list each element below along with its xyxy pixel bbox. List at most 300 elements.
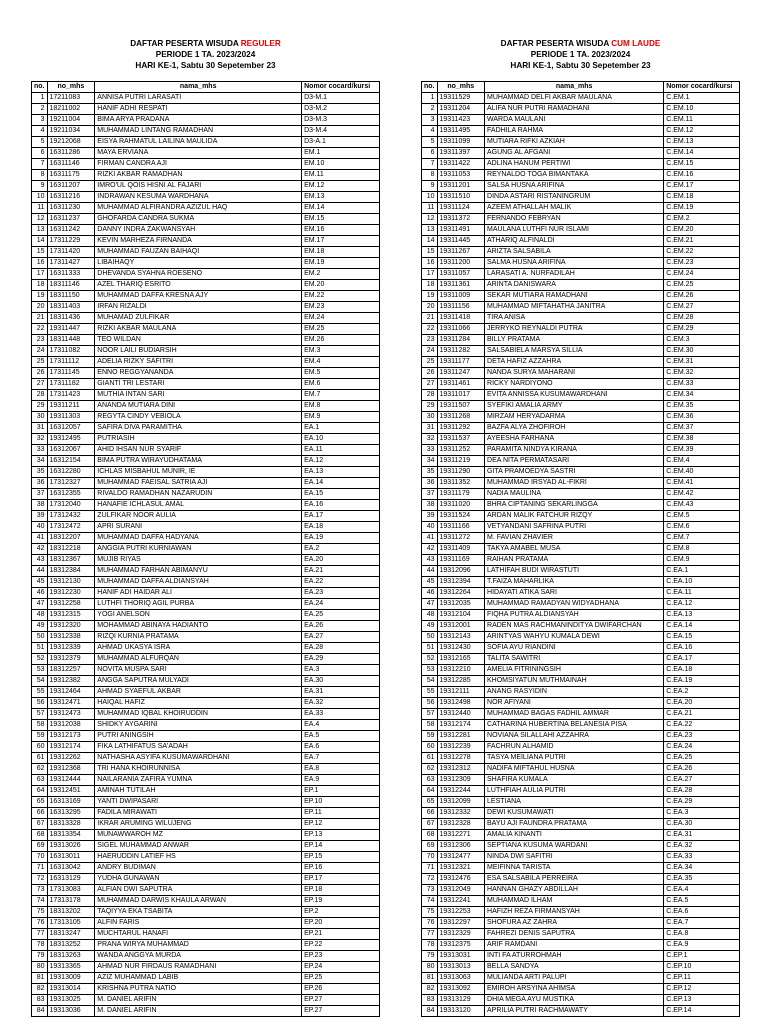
cell-nama-mhs: AYEESHA FARHANA bbox=[485, 434, 664, 445]
cell-no-mhs: 19312495 bbox=[47, 434, 95, 445]
table-row bbox=[32, 225, 380, 236]
cell-cocard: C.EA.7 bbox=[664, 918, 740, 929]
cell-no-mhs: 19311009 bbox=[437, 291, 485, 302]
table-row bbox=[422, 302, 740, 313]
cell-nama-mhs: MUHAMMAD ALFURQAN bbox=[95, 654, 302, 665]
cell-no: 5 bbox=[422, 137, 438, 148]
cell-no: 55 bbox=[422, 687, 438, 698]
cell-no: 35 bbox=[422, 467, 438, 478]
cell-cocard: C.EM.24 bbox=[664, 269, 740, 280]
cell-cocard: EM.18 bbox=[302, 247, 380, 258]
table-row bbox=[422, 115, 740, 126]
cell-no: 75 bbox=[422, 907, 438, 918]
cell-no: 42 bbox=[32, 544, 48, 555]
table-row bbox=[32, 379, 380, 390]
cell-no-mhs: 16311146 bbox=[47, 159, 95, 170]
cell-nama-mhs: AHID IHSAN NUR SYARIF bbox=[95, 445, 302, 456]
table-row bbox=[32, 280, 380, 291]
cell-cocard: EP.16 bbox=[302, 863, 380, 874]
cell-no: 16 bbox=[422, 258, 438, 269]
table-row bbox=[32, 181, 380, 192]
cell-no: 72 bbox=[32, 874, 48, 885]
table-row bbox=[32, 588, 380, 599]
cell-cocard: EA.25 bbox=[302, 610, 380, 621]
cell-no-mhs: 18313354 bbox=[47, 830, 95, 841]
header-no-mhs: no_mhs bbox=[437, 82, 485, 93]
cell-no-mhs: 19311537 bbox=[437, 434, 485, 445]
cell-no: 13 bbox=[32, 225, 48, 236]
table-row bbox=[32, 874, 380, 885]
table-row bbox=[32, 203, 380, 214]
cell-no-mhs: 19312329 bbox=[437, 929, 485, 940]
table-row bbox=[422, 874, 740, 885]
cell-cocard: C.EM.6 bbox=[664, 522, 740, 533]
cell-cocard: C.EA.32 bbox=[664, 841, 740, 852]
cell-no-mhs: 19311057 bbox=[437, 269, 485, 280]
cell-no: 17 bbox=[422, 269, 438, 280]
cell-no: 8 bbox=[32, 170, 48, 181]
cell-no: 46 bbox=[32, 588, 48, 599]
table-row bbox=[422, 159, 740, 170]
cell-no-mhs: 18312384 bbox=[47, 566, 95, 577]
cell-no: 1 bbox=[422, 93, 438, 104]
cell-nama-mhs: ADLINA HANUM PERTIWI bbox=[485, 159, 664, 170]
cell-no-mhs: 19211034 bbox=[47, 126, 95, 137]
cell-cocard: C.EA.23 bbox=[664, 731, 740, 742]
cell-no-mhs: 19311066 bbox=[437, 324, 485, 335]
table-row bbox=[422, 907, 740, 918]
cell-cocard: EP.10 bbox=[302, 797, 380, 808]
cell-no: 46 bbox=[422, 588, 438, 599]
cell-cocard: C.EA.29 bbox=[664, 797, 740, 808]
cell-no: 44 bbox=[422, 566, 438, 577]
cell-cocard: EP.1 bbox=[302, 786, 380, 797]
cell-no-mhs: 18312218 bbox=[47, 544, 95, 555]
cell-nama-mhs: LESTIANA bbox=[485, 797, 664, 808]
cell-nama-mhs: MUHAMMAD IRSYAD AL-FIKRI bbox=[485, 478, 664, 489]
cell-no: 48 bbox=[422, 610, 438, 621]
cell-cocard: C.EP.10 bbox=[664, 962, 740, 973]
table-row bbox=[32, 555, 380, 566]
cell-nama-mhs: HAERUDDIN LATIEF HS bbox=[95, 852, 302, 863]
cell-nama-mhs: DHIA MEGA AYU MUSTIKA bbox=[485, 995, 664, 1006]
table-row bbox=[422, 687, 740, 698]
table-row bbox=[422, 753, 740, 764]
cell-cocard: EA.6 bbox=[302, 742, 380, 753]
cell-nama-mhs: GHOFARDA CANDRA SUKMA bbox=[95, 214, 302, 225]
cell-nama-mhs: MUJIB RIYAS bbox=[95, 555, 302, 566]
table-row bbox=[32, 566, 380, 577]
cell-nama-mhs: ENNO REGGYANANDA bbox=[95, 368, 302, 379]
cell-no: 62 bbox=[422, 764, 438, 775]
cell-no: 68 bbox=[422, 830, 438, 841]
cell-nama-mhs: INTI FA ATURROHMAH bbox=[485, 951, 664, 962]
table-row bbox=[422, 445, 740, 456]
table-row bbox=[32, 698, 380, 709]
cell-nama-mhs: ICHLAS MISBAHUL MUNIR, IE bbox=[95, 467, 302, 478]
cell-no-mhs: 19312382 bbox=[47, 676, 95, 687]
cell-no: 59 bbox=[32, 731, 48, 742]
cell-no: 69 bbox=[32, 841, 48, 852]
cell-cocard: C.EM.21 bbox=[664, 236, 740, 247]
cell-no: 63 bbox=[422, 775, 438, 786]
cell-no: 7 bbox=[422, 159, 438, 170]
cell-cocard: C.EA.21 bbox=[664, 709, 740, 720]
cell-nama-mhs: NINDA DWI SAFITRI bbox=[485, 852, 664, 863]
cell-nama-mhs: IRFAN RIZALDI bbox=[95, 302, 302, 313]
table-row bbox=[422, 280, 740, 291]
cell-nama-mhs: AGUNG AL AFGANI bbox=[485, 148, 664, 159]
cell-no-mhs: 19311272 bbox=[437, 533, 485, 544]
table-row bbox=[422, 192, 740, 203]
cell-nama-mhs: HANAFIE ICHLASUL AMAL bbox=[95, 500, 302, 511]
cell-cocard: EA.20 bbox=[302, 555, 380, 566]
cell-cocard: EA.22 bbox=[302, 577, 380, 588]
table-row bbox=[422, 214, 740, 225]
cell-cocard: EP.22 bbox=[302, 940, 380, 951]
cell-no: 75 bbox=[32, 907, 48, 918]
cell-nama-mhs: ALFIN FARIS bbox=[95, 918, 302, 929]
cell-no-mhs: 17311229 bbox=[47, 236, 95, 247]
cell-cocard: EM.8 bbox=[302, 401, 380, 412]
table-row bbox=[422, 709, 740, 720]
cell-cocard: EM.20 bbox=[302, 280, 380, 291]
cell-no: 82 bbox=[32, 984, 48, 995]
cell-no: 67 bbox=[422, 819, 438, 830]
cell-nama-mhs: NOR AFIYANI bbox=[485, 698, 664, 709]
cell-cocard: C.EM.38 bbox=[664, 434, 740, 445]
cell-no: 41 bbox=[32, 533, 48, 544]
cell-no: 37 bbox=[32, 489, 48, 500]
cell-nama-mhs: SIGEL MUHAMMAD ANWAR bbox=[95, 841, 302, 852]
table-row bbox=[32, 610, 380, 621]
cell-no: 31 bbox=[32, 423, 48, 434]
table-row bbox=[32, 434, 380, 445]
table-row bbox=[32, 511, 380, 522]
cell-no: 25 bbox=[422, 357, 438, 368]
table-header-row bbox=[422, 82, 740, 93]
cell-nama-mhs: TASYA MEILIANA PUTRI bbox=[485, 753, 664, 764]
table-row bbox=[32, 896, 380, 907]
cell-nama-mhs: MUTIARA RIFKI AZKIAH bbox=[485, 137, 664, 148]
cell-nama-mhs: ALFIAN DWI SAPUTRA bbox=[95, 885, 302, 896]
regular-table-body bbox=[32, 93, 380, 1017]
cell-nama-mhs: PRANA WIRYA MUHAMMAD bbox=[95, 940, 302, 951]
table-row bbox=[32, 863, 380, 874]
cell-no-mhs: 19311169 bbox=[437, 555, 485, 566]
cell-no-mhs: 19311268 bbox=[437, 412, 485, 423]
cell-no-mhs: 17311112 bbox=[47, 357, 95, 368]
cell-no-mhs: 19312241 bbox=[437, 896, 485, 907]
table-row bbox=[32, 709, 380, 720]
cell-nama-mhs: YANTI DWIPASARI bbox=[95, 797, 302, 808]
cell-no-mhs: 16311230 bbox=[47, 203, 95, 214]
cell-no-mhs: 18311403 bbox=[47, 302, 95, 313]
cell-nama-mhs: EISYA RAHMATUL LAILINA MAULIDA bbox=[95, 137, 302, 148]
cell-cocard: EA.7 bbox=[302, 753, 380, 764]
cell-nama-mhs: BIMA ARYA PRADANA bbox=[95, 115, 302, 126]
cell-no-mhs: 19311020 bbox=[437, 500, 485, 511]
cell-nama-mhs: NOVITA MUSPA SARI bbox=[95, 665, 302, 676]
cell-cocard: C.EM.17 bbox=[664, 181, 740, 192]
cell-cocard: EM.7 bbox=[302, 390, 380, 401]
cell-no: 74 bbox=[422, 896, 438, 907]
cell-no-mhs: 19311267 bbox=[437, 247, 485, 258]
cell-nama-mhs: HIDAYATI ATIKA SARI bbox=[485, 588, 664, 599]
table-row bbox=[422, 918, 740, 929]
cell-cocard: C.EM.18 bbox=[664, 192, 740, 203]
cell-cocard: C.EA.31 bbox=[664, 830, 740, 841]
cell-no: 49 bbox=[422, 621, 438, 632]
cell-nama-mhs: LIBAIHAQY bbox=[95, 258, 302, 269]
table-row bbox=[422, 148, 740, 159]
cell-cocard: EA.29 bbox=[302, 654, 380, 665]
cell-no: 78 bbox=[32, 940, 48, 951]
cell-no-mhs: 19312451 bbox=[47, 786, 95, 797]
cell-cocard: C.EA.24 bbox=[664, 742, 740, 753]
table-row bbox=[32, 93, 380, 104]
cell-no: 65 bbox=[422, 797, 438, 808]
cell-cocard: C.EM.30 bbox=[664, 346, 740, 357]
cell-no: 21 bbox=[32, 313, 48, 324]
cell-no-mhs: 19312253 bbox=[437, 907, 485, 918]
cell-cocard: C.EA.26 bbox=[664, 764, 740, 775]
cell-cocard: D3-M.2 bbox=[302, 104, 380, 115]
cell-nama-mhs: LUTHFI THORIQ AGIL PURBA bbox=[95, 599, 302, 610]
cell-nama-mhs: AHMAD NUR FIRDAUS RAMADHANI bbox=[95, 962, 302, 973]
cell-no-mhs: 19311529 bbox=[437, 93, 485, 104]
cell-nama-mhs: T.FAIZA MAHARLIKA bbox=[485, 577, 664, 588]
cell-no-mhs: 19311204 bbox=[437, 104, 485, 115]
cell-cocard: EP.20 bbox=[302, 918, 380, 929]
cell-no-mhs: 16313295 bbox=[47, 808, 95, 819]
cell-cocard: EM.13 bbox=[302, 192, 380, 203]
cell-no-mhs: 19311352 bbox=[437, 478, 485, 489]
cell-no: 67 bbox=[32, 819, 48, 830]
cell-no-mhs: 19311284 bbox=[437, 335, 485, 346]
cell-no: 53 bbox=[32, 665, 48, 676]
cell-cocard: EM.11 bbox=[302, 170, 380, 181]
table-row bbox=[422, 577, 740, 588]
cell-no: 57 bbox=[422, 709, 438, 720]
table-row bbox=[422, 423, 740, 434]
cell-cocard: EP.21 bbox=[302, 929, 380, 940]
cell-cocard: C.EM.8 bbox=[664, 544, 740, 555]
cell-no: 34 bbox=[422, 456, 438, 467]
cell-cocard: EA.11 bbox=[302, 445, 380, 456]
cell-cocard: EP.19 bbox=[302, 896, 380, 907]
cell-no-mhs: 19313025 bbox=[47, 995, 95, 1006]
table-row bbox=[422, 786, 740, 797]
cell-nama-mhs: SOFIA AYU RIANDINI bbox=[485, 643, 664, 654]
cell-nama-mhs: JERRYKO REYNALDI PUTRA bbox=[485, 324, 664, 335]
cell-cocard: EA.9 bbox=[302, 775, 380, 786]
cell-no: 8 bbox=[422, 170, 438, 181]
cell-no: 60 bbox=[32, 742, 48, 753]
table-row bbox=[32, 940, 380, 951]
cell-cocard: C.EM.16 bbox=[664, 170, 740, 181]
cell-no-mhs: 19312368 bbox=[47, 764, 95, 775]
cell-no: 32 bbox=[32, 434, 48, 445]
cell-nama-mhs: HANIF ADI HAIDAR ALI bbox=[95, 588, 302, 599]
cell-no-mhs: 19312244 bbox=[437, 786, 485, 797]
cell-cocard: EM.1 bbox=[302, 148, 380, 159]
table-row bbox=[32, 247, 380, 258]
cell-nama-mhs: PARAMITA NINDYA KIRANA bbox=[485, 445, 664, 456]
cell-no: 77 bbox=[422, 929, 438, 940]
cell-nama-mhs: GITA PRAMOEDYA SASTRI bbox=[485, 467, 664, 478]
cell-nama-mhs: TIRA ANISA bbox=[485, 313, 664, 324]
cell-cocard: EA.27 bbox=[302, 632, 380, 643]
cell-no: 37 bbox=[422, 489, 438, 500]
cell-cocard: C.EA.28 bbox=[664, 786, 740, 797]
cell-nama-mhs: NANDA SURYA MAHARANI bbox=[485, 368, 664, 379]
cell-no: 29 bbox=[422, 401, 438, 412]
cell-no-mhs: 17311420 bbox=[47, 247, 95, 258]
regular-list-period: PERIODE 1 TA. 2023/2024 bbox=[155, 50, 256, 59]
cell-nama-mhs: RADEN MAS RACHMANINDITYA DWIFARCHAN bbox=[485, 621, 664, 632]
cell-nama-mhs: HAFIZH REZA FIRMANSYAH bbox=[485, 907, 664, 918]
cell-no-mhs: 19312281 bbox=[437, 731, 485, 742]
cell-no-mhs: 16313011 bbox=[47, 852, 95, 863]
cell-no-mhs: 19311156 bbox=[437, 302, 485, 313]
table-row bbox=[32, 500, 380, 511]
table-row bbox=[32, 258, 380, 269]
cell-nama-mhs: ADELIA RIZKY SAFITRI bbox=[95, 357, 302, 368]
cell-cocard: C.EM.13 bbox=[664, 137, 740, 148]
cell-nama-mhs: KHOMSIYATUN MUTHMAINAH bbox=[485, 676, 664, 687]
table-row bbox=[422, 401, 740, 412]
cell-cocard: EM.25 bbox=[302, 324, 380, 335]
cell-cocard: C.EM.25 bbox=[664, 280, 740, 291]
cell-nama-mhs: HANIF ADHI RESPATI bbox=[95, 104, 302, 115]
cell-nama-mhs: ZULFIKAR NOOR AULIA bbox=[95, 511, 302, 522]
cell-no-mhs: 19312476 bbox=[437, 874, 485, 885]
cell-no-mhs: 19312297 bbox=[437, 918, 485, 929]
cell-no-mhs: 19312264 bbox=[437, 588, 485, 599]
cell-no-mhs: 19312173 bbox=[47, 731, 95, 742]
cell-no-mhs: 16311333 bbox=[47, 269, 95, 280]
table-row bbox=[32, 720, 380, 731]
cell-no-mhs: 16311216 bbox=[47, 192, 95, 203]
cell-no-mhs: 16311286 bbox=[47, 148, 95, 159]
cell-nama-mhs: MUHAMMAD BAGAS FADHIL AMMAR bbox=[485, 709, 664, 720]
cell-nama-mhs: AMELIA FITRININGSIH bbox=[485, 665, 664, 676]
cell-cocard: C.EM.4 bbox=[664, 456, 740, 467]
cell-cocard: EM.22 bbox=[302, 291, 380, 302]
cell-no-mhs: 19311211 bbox=[47, 401, 95, 412]
cell-cocard: C.EA.4 bbox=[664, 885, 740, 896]
cell-no: 12 bbox=[422, 214, 438, 225]
cell-nama-mhs: AZEL THARIQ ESRITO bbox=[95, 280, 302, 291]
cell-cocard: EA.19 bbox=[302, 533, 380, 544]
cell-no: 39 bbox=[422, 511, 438, 522]
cell-no-mhs: 19313014 bbox=[47, 984, 95, 995]
table-row bbox=[32, 335, 380, 346]
table-row bbox=[32, 291, 380, 302]
cell-no: 45 bbox=[422, 577, 438, 588]
table-row bbox=[422, 456, 740, 467]
table-row bbox=[32, 951, 380, 962]
cell-no-mhs: 19312104 bbox=[437, 610, 485, 621]
table-row bbox=[32, 885, 380, 896]
table-row bbox=[422, 467, 740, 478]
cell-nama-mhs: MAULANA LUTHFI NUR ISLAMI bbox=[485, 225, 664, 236]
cell-no: 23 bbox=[32, 335, 48, 346]
cell-nama-mhs: BAZFA ALYA ZHOFIROH bbox=[485, 423, 664, 434]
cell-nama-mhs: SAFIRA DIVA PARAMITHA bbox=[95, 423, 302, 434]
cell-no: 69 bbox=[422, 841, 438, 852]
cell-nama-mhs: ALIFA NUR PUTRI RAMADHANI bbox=[485, 104, 664, 115]
cell-no-mhs: 19312375 bbox=[437, 940, 485, 951]
cell-nama-mhs: AMINAH TUTILAH bbox=[95, 786, 302, 797]
cell-nama-mhs: ARIZTA SALSABILA bbox=[485, 247, 664, 258]
cell-nama-mhs: RAIHAN PRATAMA bbox=[485, 555, 664, 566]
cell-cocard: EA.14 bbox=[302, 478, 380, 489]
table-row bbox=[422, 522, 740, 533]
cell-cocard: EM.10 bbox=[302, 159, 380, 170]
table-row bbox=[32, 478, 380, 489]
cell-no: 50 bbox=[32, 632, 48, 643]
cell-nama-mhs: MUCHTARUL HANAFI bbox=[95, 929, 302, 940]
cell-no: 5 bbox=[32, 137, 48, 148]
cell-no-mhs: 19311491 bbox=[437, 225, 485, 236]
cell-nama-mhs: MUHAMMAD DAFFA HADYANA bbox=[95, 533, 302, 544]
cell-no: 84 bbox=[32, 1006, 48, 1017]
cell-cocard: EP.15 bbox=[302, 852, 380, 863]
cell-nama-mhs: TAKYA AMABEL MUSA bbox=[485, 544, 664, 555]
table-row bbox=[32, 577, 380, 588]
cum-laude-list-period: PERIODE 1 TA. 2023/2024 bbox=[530, 50, 631, 59]
cell-no-mhs: 17312327 bbox=[47, 478, 95, 489]
cell-cocard: EA.4 bbox=[302, 720, 380, 731]
cell-no-mhs: 19311252 bbox=[437, 445, 485, 456]
cell-nama-mhs: FIKA LATHIFATUS SA'ADAH bbox=[95, 742, 302, 753]
cell-nama-mhs: WARDA MAULANI bbox=[485, 115, 664, 126]
cell-no: 6 bbox=[32, 148, 48, 159]
cell-nama-mhs: MUHAMMAD ALFIRANDRA AZIZUL HAQ bbox=[95, 203, 302, 214]
regular-graduates-table bbox=[31, 81, 380, 1017]
cell-cocard: C.EM.10 bbox=[664, 104, 740, 115]
cell-no: 79 bbox=[32, 951, 48, 962]
cell-no: 20 bbox=[32, 302, 48, 313]
cell-no-mhs: 19313036 bbox=[47, 1006, 95, 1017]
cell-cocard: EP.26 bbox=[302, 984, 380, 995]
cell-cocard: EA.15 bbox=[302, 489, 380, 500]
cell-no-mhs: 19312473 bbox=[47, 709, 95, 720]
cell-no: 61 bbox=[32, 753, 48, 764]
table-row bbox=[422, 940, 740, 951]
cell-nama-mhs: YOGI ANELSON bbox=[95, 610, 302, 621]
cell-no: 32 bbox=[422, 434, 438, 445]
cell-no: 11 bbox=[32, 203, 48, 214]
table-row bbox=[32, 269, 380, 280]
cell-cocard: C.EM.29 bbox=[664, 324, 740, 335]
cell-nama-mhs: LARASATI A. NURFADILAH bbox=[485, 269, 664, 280]
cell-cocard: EP.18 bbox=[302, 885, 380, 896]
cell-no-mhs: 17311182 bbox=[47, 379, 95, 390]
cell-no-mhs: 19312321 bbox=[437, 863, 485, 874]
cell-nama-mhs: BAYU AJI FAUNDRA PRATAMA bbox=[485, 819, 664, 830]
cell-no-mhs: 18312207 bbox=[47, 533, 95, 544]
cell-no: 19 bbox=[422, 291, 438, 302]
cell-cocard: EA.24 bbox=[302, 599, 380, 610]
cell-cocard: C.EM.2 bbox=[664, 214, 740, 225]
cell-no-mhs: 19311510 bbox=[437, 192, 485, 203]
cell-no-mhs: 18312367 bbox=[47, 555, 95, 566]
cell-nama-mhs: RIZKI AKBAR RAMADHAN bbox=[95, 170, 302, 181]
cell-cocard: C.EA.30 bbox=[664, 819, 740, 830]
